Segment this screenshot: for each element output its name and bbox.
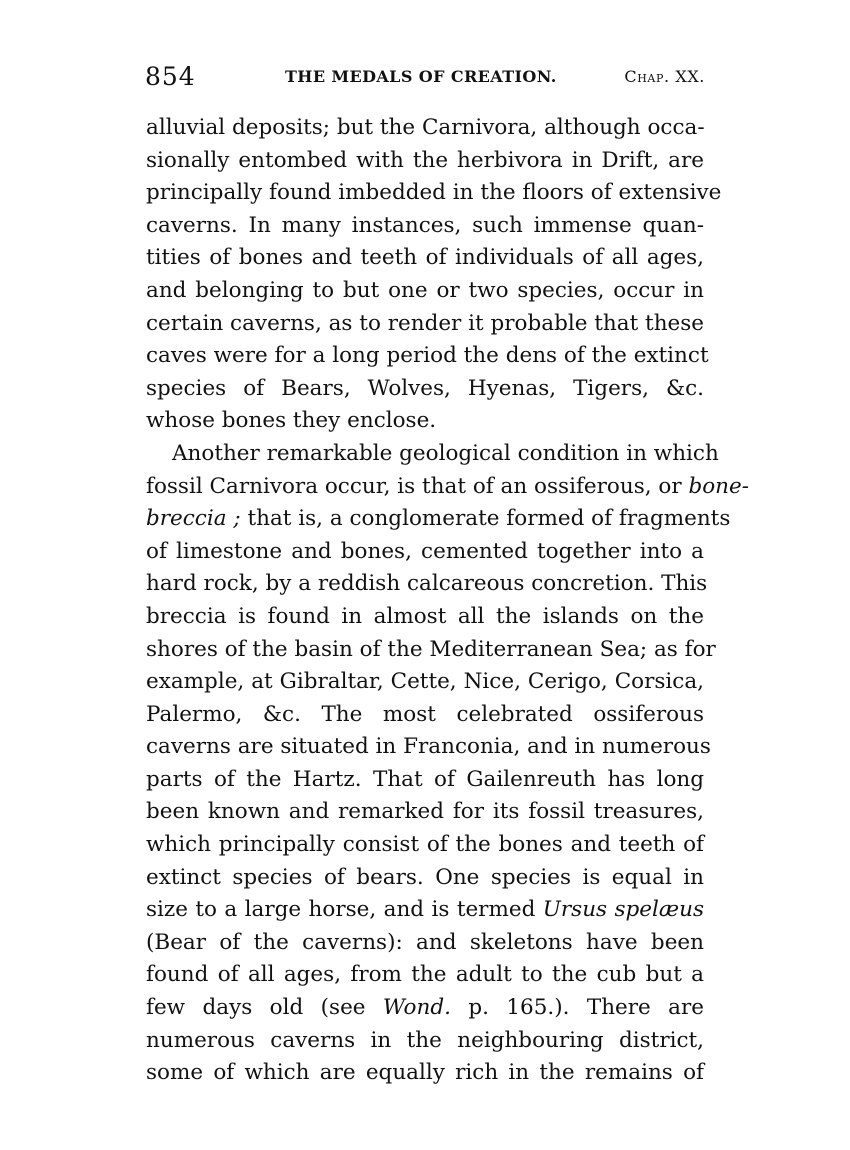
text-line: alluvial deposits; but the Carnivora, although occa- xyxy=(146,115,705,140)
text-line xyxy=(146,503,731,536)
text-line: example, at Gibraltar, Cette, Nice, Cerigo, Corsica, xyxy=(146,669,704,695)
text-line: shores of the basin of the Mediterranean Sea; as for xyxy=(146,636,716,662)
text-line: whose bones they enclose. xyxy=(146,408,437,434)
text-segment: that is, a conglomerate formed of fragments xyxy=(240,506,731,532)
text-segment: p. 165.). There are xyxy=(450,995,704,1021)
chapter-label: Chap. XX. xyxy=(624,67,705,86)
text-line: principally found imbedded in the floors of extensive xyxy=(146,180,722,206)
text-line: which principally consist of the bones and teeth of xyxy=(146,832,704,858)
text-line: extinct species of bears. One species is equal in xyxy=(146,864,704,890)
text-line xyxy=(146,992,704,1025)
body-text xyxy=(146,112,750,1090)
running-title: THE MEDALS OF CREATION. xyxy=(285,67,557,86)
text-line: found of all ages, from the adult to the cub but a xyxy=(146,962,704,988)
text-line: parts of the Hartz. That of Gailenreuth has long xyxy=(146,766,704,792)
text-segment: size to a large horse, and is termed xyxy=(146,897,543,923)
text-line: Another remarkable geological condition in which xyxy=(172,440,719,466)
text-line: breccia is found in almost all the islands on the xyxy=(146,603,704,629)
italic-term: bone- xyxy=(688,473,750,499)
text-line: tities of bones and teeth of individuals of all ages, xyxy=(146,245,704,271)
text-line: Palermo, &c. The most celebrated ossiferous xyxy=(146,701,704,727)
text-line: caves were for a long period the dens of the extinct xyxy=(146,343,709,369)
text-line: and belonging to but one or two species, occur in xyxy=(146,277,704,303)
italic-term: Ursus spelæus xyxy=(542,897,704,923)
running-head xyxy=(145,62,705,92)
text-line: hard rock, by a reddish calcareous concretion. This xyxy=(146,571,708,597)
text-segment: few days old (see xyxy=(146,995,383,1021)
text-line: species of Bears, Wolves, Hyenas, Tigers, &c. xyxy=(146,375,704,401)
text-line: certain caverns, as to render it probable that these xyxy=(146,310,705,336)
text-line: some of which are equally rich in the remains of xyxy=(146,1060,704,1086)
text-line xyxy=(146,894,704,927)
text-line: (Bear of the caverns): and skeletons have been xyxy=(146,929,704,955)
text-line: been known and remarked for its fossil treasures, xyxy=(146,799,704,825)
text-line: numerous caverns in the neighbouring district, xyxy=(146,1027,704,1053)
italic-term: breccia ; xyxy=(146,506,241,532)
text-line: of limestone and bones, cemented together into a xyxy=(146,538,704,564)
text-line: caverns are situated in Franconia, and in numerous xyxy=(146,734,711,760)
text-line: caverns. In many instances, such immense quan- xyxy=(146,212,704,238)
text-segment: fossil Carnivora occur, is that of an ossiferous, or xyxy=(146,473,689,499)
text-line: sionally entombed with the herbivora in Drift, are xyxy=(146,147,704,173)
page-number: 854 xyxy=(145,62,196,91)
text-line xyxy=(146,471,750,504)
italic-reference: Wond. xyxy=(382,995,451,1021)
